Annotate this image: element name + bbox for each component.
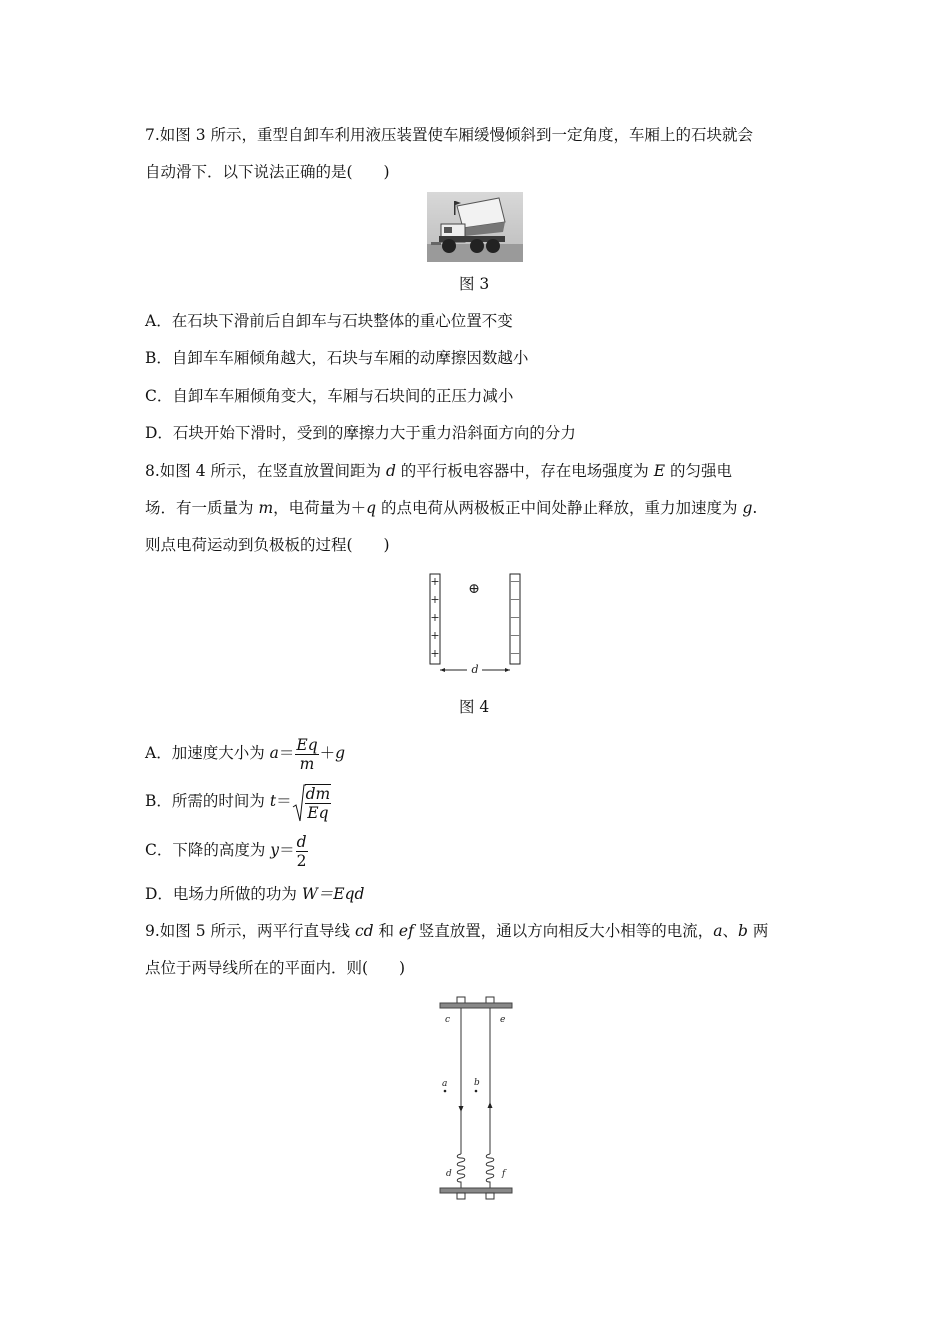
negative-plate-signs [511, 577, 520, 659]
q7-option-c: C．自卸车车厢倾角变大，车厢与石块间的正压力减小 [145, 387, 514, 405]
positive-plate-signs [430, 575, 439, 660]
minus-sign: — [510, 595, 520, 605]
q8-option-c: C．下降的高度为 y＝ $\frac{d}{2}$ [145, 832, 307, 870]
minus-sign: — [510, 631, 520, 641]
q8-option-a: A．加速度大小为 a＝ $\frac{Eq}{m}$ ＋g [145, 735, 346, 773]
q7-option-b: B．自卸车车厢倾角越大，石块与车厢的动摩擦因数越小 [145, 349, 529, 367]
dump-truck-photo [427, 192, 523, 262]
q7-option-a: A．在石块下滑前后自卸车与石块整体的重心位置不变 [145, 312, 513, 330]
label-c: c [445, 1015, 451, 1025]
q7-stem-line1: 7.如图 3 所示，重型自卸车利用液压装置使车厢缓慢倾斜到一定角度，车厢上的石块就会 [145, 126, 754, 144]
point-charge: ⊕ [468, 581, 480, 597]
point-a [444, 1090, 447, 1093]
plus-sign: + [430, 647, 440, 660]
q8-stem-line1: 8.如图 4 所示，在竖直放置间距为 d 的平行板电容器中，存在电场强度为 E 的匀强电 [145, 462, 732, 480]
plus-sign: + [430, 575, 440, 588]
q8-stem-line2: 场．有一质量为 m，电荷量为＋q 的点电荷从两极板正中间处静止释放，重力加速度为 g. [145, 499, 758, 517]
fraction: $\frac{d}{2}$ [296, 832, 307, 870]
figure-3-caption: 图 3 [459, 275, 490, 293]
label-f: f [502, 1169, 506, 1179]
plus-sign: + [430, 611, 440, 624]
fraction: $\frac{Eq}{m}$ [296, 735, 318, 773]
label-b: b [474, 1078, 480, 1088]
minus-sign: — [510, 577, 520, 587]
q7-option-d: D．石块开始下滑时，受到的摩擦力大于重力沿斜面方向的分力 [145, 424, 576, 442]
distance-label: d [471, 663, 479, 676]
label-e: e [500, 1015, 506, 1025]
q7-stem-line2: 自动滑下．以下说法正确的是( ) [145, 163, 390, 181]
plus-sign: + [430, 629, 440, 642]
parallel-wires-diagram [436, 994, 516, 1206]
q8-option-b: B．所需的时间为 t＝ $\frac{dm}{Eq}$ [145, 784, 331, 822]
minus-sign: — [510, 613, 520, 623]
square-root: $\frac{dm}{Eq}$ [292, 783, 333, 822]
q8-option-d: D．电场力所做的功为 W＝Eqd [145, 885, 365, 903]
point-b [475, 1090, 478, 1093]
q8-stem-line3: 则点电荷运动到负极板的过程( ) [145, 536, 390, 554]
q9-stem-line1: 9.如图 5 所示，两平行直导线 cd 和 ef 竖直放置，通以方向相反大小相等的电流，a、b 两 [145, 922, 769, 940]
q9-stem-line2: 点位于两导线所在的平面内．则( ) [145, 959, 406, 977]
label-d: d [446, 1169, 452, 1179]
minus-sign: — [510, 649, 520, 659]
label-a: a [442, 1079, 448, 1089]
plus-sign: + [430, 593, 440, 606]
capacitor-diagram [420, 570, 530, 680]
figure-4-caption: 图 4 [459, 698, 490, 716]
